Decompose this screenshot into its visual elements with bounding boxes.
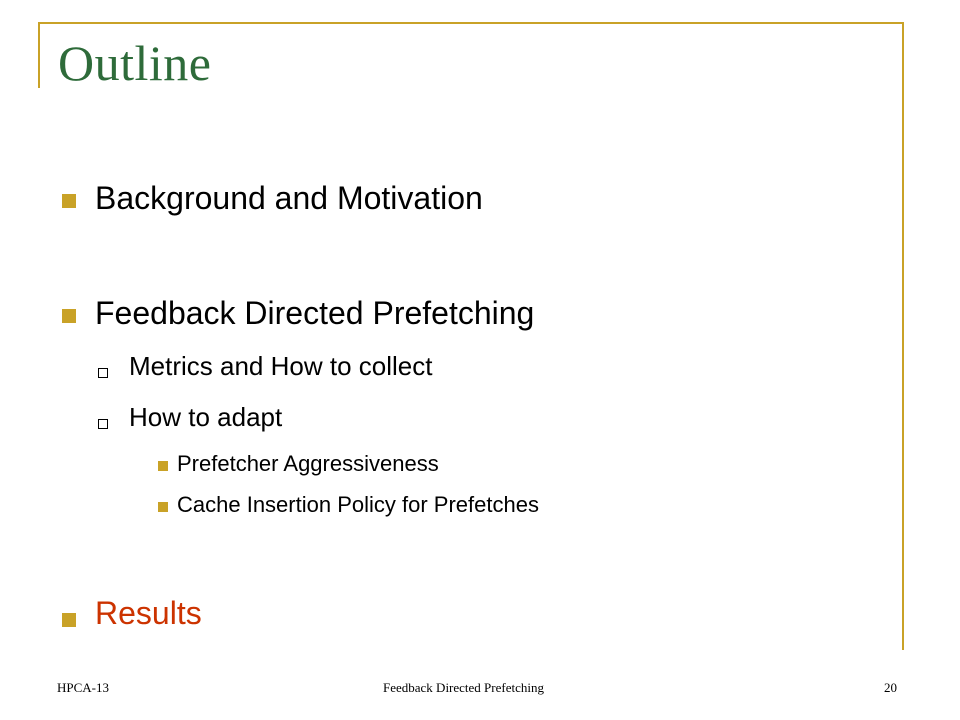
outline-item-background: Background and Motivation: [95, 180, 483, 216]
hollow-square-bullet-icon: [98, 368, 108, 378]
square-bullet-icon: [62, 194, 76, 208]
outline-subitem-metrics: Metrics and How to collect: [129, 351, 433, 381]
outline-subsubitem-cache-insertion: Cache Insertion Policy for Prefetches: [177, 492, 539, 517]
square-bullet-icon: [158, 502, 168, 512]
square-bullet-icon: [158, 461, 168, 471]
outline-item-fdp: Feedback Directed Prefetching: [95, 295, 535, 331]
footer-left: HPCA-13: [57, 680, 110, 695]
outline-subitem-adapt: How to adapt: [129, 402, 283, 432]
square-bullet-icon: [62, 613, 76, 627]
outline-item-results: Results: [95, 595, 202, 631]
page-number: 20: [884, 680, 897, 695]
outline-subsubitem-aggressiveness: Prefetcher Aggressiveness: [177, 451, 439, 476]
footer-center: Feedback Directed Prefetching: [383, 680, 544, 695]
hollow-square-bullet-icon: [98, 419, 108, 429]
slide-title: Outline: [58, 35, 212, 91]
square-bullet-icon: [62, 309, 76, 323]
